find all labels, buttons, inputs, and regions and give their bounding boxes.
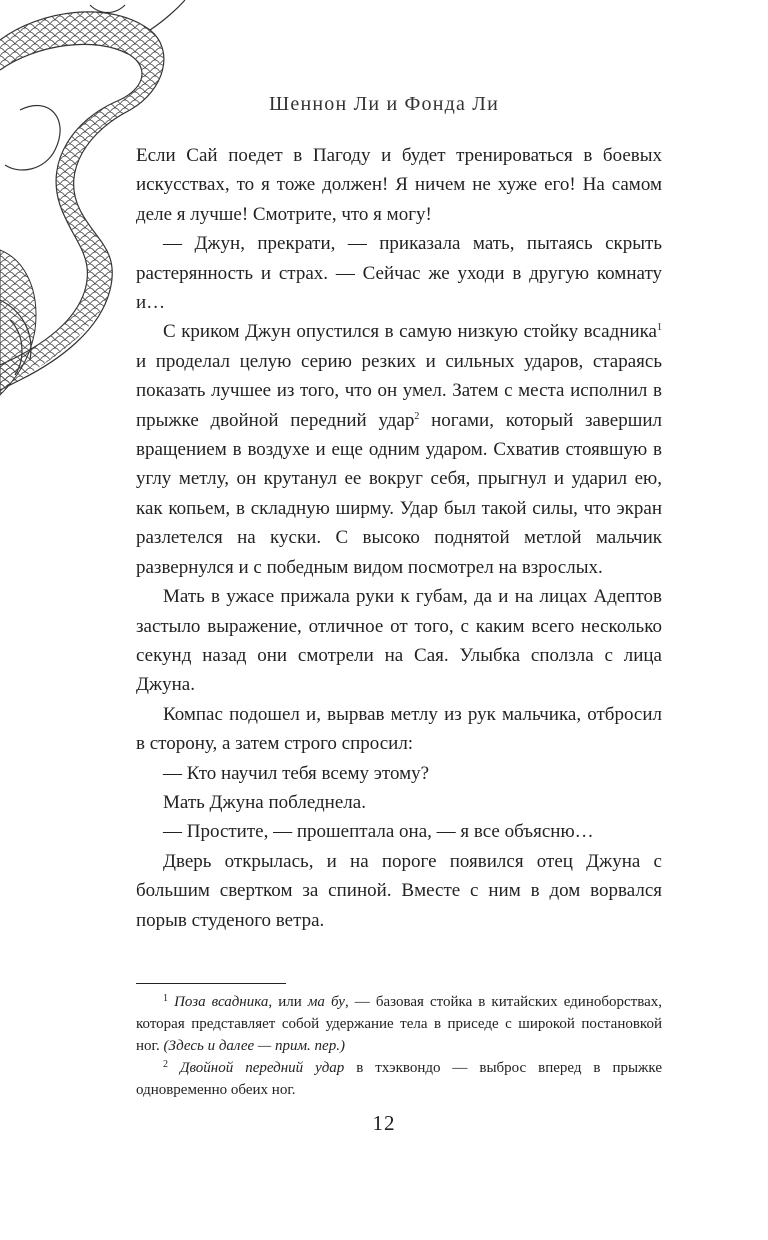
footnote-mark: 1 [163,993,168,1004]
footnote-term: ма бу [307,994,345,1010]
footnote-ref[interactable]: 1 [657,322,662,334]
footnotes [136,991,662,1101]
footnote-ref[interactable]: 2 [414,410,420,422]
paragraph-text: и проделал целую серию резких и сильных ударов, стараясь показать лучшее из того, что он умел. Затем с места исполнил в прыжке двойной передний удар [136,350,662,431]
paragraph [136,317,662,582]
footnote-text: в тхэквондо — выброс вперед в прыжке одновременно обеих ног. [136,1060,662,1098]
paragraph-text: С криком Джун опустился в самую низкую стойку всадника [163,321,657,343]
footnote-text: , или [268,994,308,1010]
main-text [136,141,662,935]
paragraph: Если Сай поедет в Пагоду и будет тренироваться в боевых искусствах, то я тоже должен! Я ничем не хуже его! На самом деле я лучше! Смотрите, что я могу! [136,145,662,225]
paragraph: Мать в ужасе прижала руки к губам, да и на лицах Адептов застыло выражение, отличное от того, с каким всего несколько секунд назад они смотрели на Сая. Улыбка сползла с лица Джуна. [136,586,662,696]
paragraph-text: ногами, который завершил вращением в воздухе и еще одним ударом. Схватив стоявшую в углу метлу, он крутанул ее вокруг себя, прыгнул и ударил ею, как копьем, в складную ширму. Удар был такой силы, что экран разлетелся на куски. С высоко поднятой метлой мальчик развернулся и с победным видом посмотрел на взрослых. [136,409,662,578]
footnote [136,991,662,1057]
footnote [136,1057,662,1101]
footnote-term: Поза всадника [174,994,269,1010]
paragraph: — Кто научил тебя всему этому? [163,762,430,784]
page-number: 12 [372,1111,396,1135]
paragraph: — Простите, — прошептала она, — я все объясню… [163,821,594,843]
footnote-term: Двойной передний удар [179,1060,345,1076]
paragraph: Мать Джуна побледнела. [163,791,366,813]
running-header: Шеннон Ли и Фонда Ли [269,93,499,115]
footnote-mark: 2 [163,1059,168,1070]
paragraph: Компас подошел и, вырвав метлу из рук мальчика, отбросил в сторону, а затем строго спросил: [136,703,662,755]
footnote-note: (Здесь и далее — прим. пер.) [163,1038,345,1054]
footnote-text: , — базовая стойка в китайских единоборствах, которая представляет собой удержание тела в приседе с широкой постановкой ног. [136,994,662,1054]
footnote-divider [136,983,286,984]
paragraph: Дверь открылась, и на пороге появился отец Джуна с большим свертком за спиной. Вместе с ним в дом ворвался порыв студеного ветра. [136,850,662,931]
paragraph: — Джун, прекрати, — приказала мать, пытаясь скрыть растерянность и страх. — Сейчас же уходи в другую комнату и… [136,233,662,314]
